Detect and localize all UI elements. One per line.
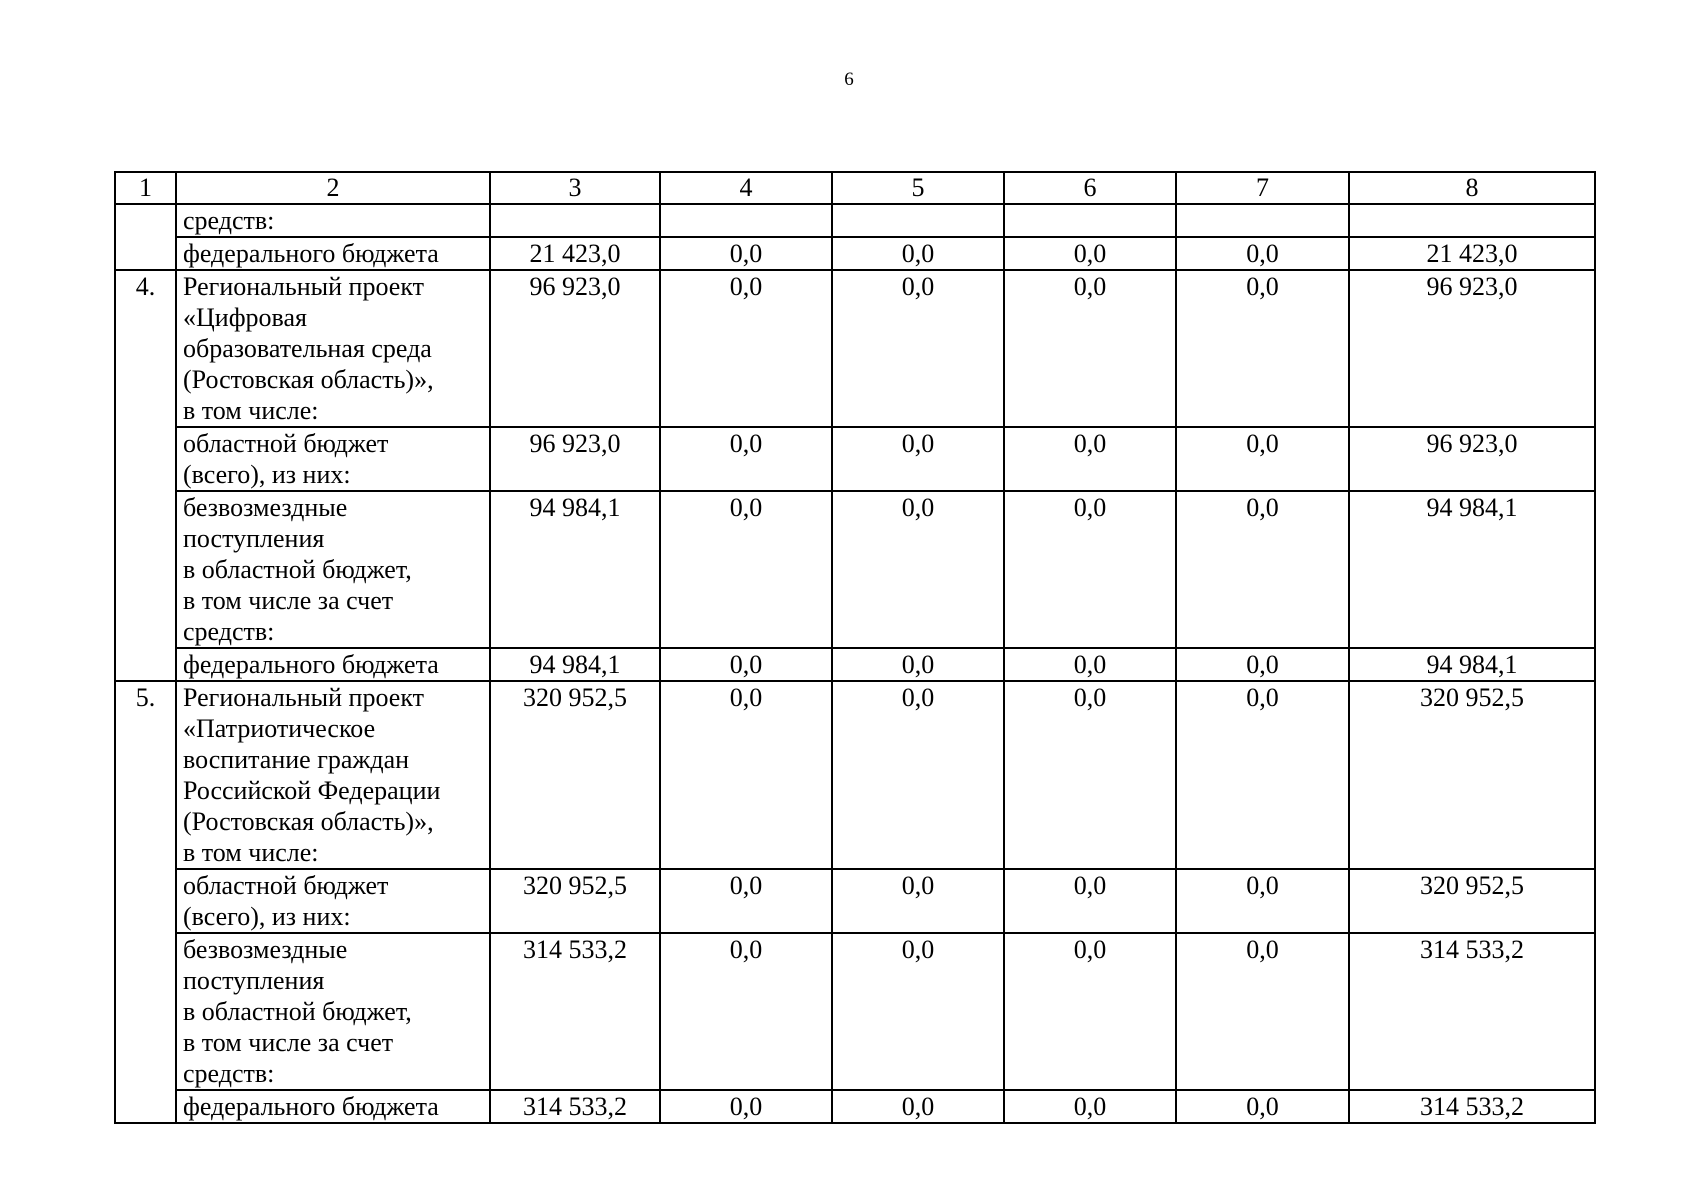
value-cell: 0,0 bbox=[660, 648, 832, 681]
value-cell: 96 923,0 bbox=[1349, 427, 1595, 491]
budget-table bbox=[114, 171, 1596, 1124]
table-header-row bbox=[115, 172, 1595, 204]
value-cell: 0,0 bbox=[1004, 270, 1176, 427]
table-row bbox=[115, 427, 1595, 491]
value-cell: 0,0 bbox=[1004, 648, 1176, 681]
value-cell: 96 923,0 bbox=[490, 427, 660, 491]
value-cell: 0,0 bbox=[1176, 491, 1349, 648]
value-cell: 94 984,1 bbox=[1349, 491, 1595, 648]
row-label-cell: Региональный проект «Цифровая образовательная среда (Ростовская область)», в том числе: bbox=[176, 270, 490, 427]
value-cell bbox=[1004, 204, 1176, 237]
value-cell: 0,0 bbox=[832, 270, 1004, 427]
row-label-cell: средств: bbox=[176, 204, 490, 237]
row-number-cell: 4. bbox=[115, 270, 176, 681]
value-cell bbox=[660, 204, 832, 237]
value-cell: 0,0 bbox=[1004, 237, 1176, 270]
page-number: 6 bbox=[844, 69, 854, 90]
value-cell: 0,0 bbox=[1176, 237, 1349, 270]
row-label-cell: безвозмездные поступления в областной бюджет, в том числе за счет средств: bbox=[176, 491, 490, 648]
header-cell: 6 bbox=[1004, 172, 1176, 204]
value-cell: 0,0 bbox=[1004, 933, 1176, 1090]
header-cell: 3 bbox=[490, 172, 660, 204]
value-cell: 320 952,5 bbox=[490, 869, 660, 933]
header-cell: 4 bbox=[660, 172, 832, 204]
table-row bbox=[115, 681, 1595, 869]
value-cell: 0,0 bbox=[1176, 648, 1349, 681]
value-cell: 0,0 bbox=[1176, 427, 1349, 491]
value-cell: 0,0 bbox=[1004, 869, 1176, 933]
value-cell: 0,0 bbox=[832, 681, 1004, 869]
row-label-cell: федерального бюджета bbox=[176, 1090, 490, 1123]
value-cell bbox=[832, 204, 1004, 237]
value-cell: 0,0 bbox=[832, 237, 1004, 270]
table-row bbox=[115, 270, 1595, 427]
value-cell: 0,0 bbox=[1176, 869, 1349, 933]
header-cell: 8 bbox=[1349, 172, 1595, 204]
value-cell: 96 923,0 bbox=[1349, 270, 1595, 427]
value-cell: 0,0 bbox=[832, 869, 1004, 933]
table-row bbox=[115, 869, 1595, 933]
value-cell: 0,0 bbox=[1176, 681, 1349, 869]
value-cell: 320 952,5 bbox=[1349, 869, 1595, 933]
value-cell: 0,0 bbox=[660, 270, 832, 427]
value-cell: 0,0 bbox=[660, 1090, 832, 1123]
value-cell: 94 984,1 bbox=[1349, 648, 1595, 681]
value-cell: 0,0 bbox=[832, 491, 1004, 648]
value-cell: 0,0 bbox=[832, 1090, 1004, 1123]
table-row bbox=[115, 237, 1595, 270]
table-row bbox=[115, 204, 1595, 237]
table-row bbox=[115, 491, 1595, 648]
value-cell: 96 923,0 bbox=[490, 270, 660, 427]
value-cell: 0,0 bbox=[1176, 270, 1349, 427]
value-cell: 320 952,5 bbox=[490, 681, 660, 869]
value-cell: 21 423,0 bbox=[1349, 237, 1595, 270]
header-cell: 1 bbox=[115, 172, 176, 204]
row-label-cell: федерального бюджета bbox=[176, 648, 490, 681]
value-cell: 0,0 bbox=[660, 491, 832, 648]
value-cell: 94 984,1 bbox=[490, 491, 660, 648]
value-cell: 314 533,2 bbox=[490, 1090, 660, 1123]
row-label-cell: областной бюджет (всего), из них: bbox=[176, 869, 490, 933]
value-cell: 0,0 bbox=[832, 933, 1004, 1090]
value-cell: 0,0 bbox=[1176, 933, 1349, 1090]
table-row bbox=[115, 1090, 1595, 1123]
value-cell: 0,0 bbox=[1004, 681, 1176, 869]
value-cell: 0,0 bbox=[1004, 491, 1176, 648]
header-cell: 7 bbox=[1176, 172, 1349, 204]
value-cell: 21 423,0 bbox=[490, 237, 660, 270]
value-cell: 0,0 bbox=[660, 427, 832, 491]
value-cell: 320 952,5 bbox=[1349, 681, 1595, 869]
value-cell: 0,0 bbox=[832, 648, 1004, 681]
value-cell: 314 533,2 bbox=[490, 933, 660, 1090]
value-cell bbox=[1349, 204, 1595, 237]
value-cell bbox=[490, 204, 660, 237]
value-cell: 314 533,2 bbox=[1349, 933, 1595, 1090]
value-cell: 0,0 bbox=[660, 237, 832, 270]
header-cell: 2 bbox=[176, 172, 490, 204]
row-number-cell bbox=[115, 204, 176, 270]
value-cell: 94 984,1 bbox=[490, 648, 660, 681]
value-cell: 0,0 bbox=[1176, 1090, 1349, 1123]
header-cell: 5 bbox=[832, 172, 1004, 204]
value-cell: 0,0 bbox=[660, 681, 832, 869]
value-cell: 0,0 bbox=[660, 869, 832, 933]
value-cell: 0,0 bbox=[660, 933, 832, 1090]
table-row bbox=[115, 648, 1595, 681]
value-cell: 0,0 bbox=[1004, 1090, 1176, 1123]
row-label-cell: областной бюджет (всего), из них: bbox=[176, 427, 490, 491]
value-cell: 0,0 bbox=[832, 427, 1004, 491]
row-label-cell: безвозмездные поступления в областной бюджет, в том числе за счет средств: bbox=[176, 933, 490, 1090]
row-label-cell: федерального бюджета bbox=[176, 237, 490, 270]
row-number-cell: 5. bbox=[115, 681, 176, 1123]
value-cell: 314 533,2 bbox=[1349, 1090, 1595, 1123]
row-label-cell: Региональный проект «Патриотическое воспитание граждан Российской Федерации (Ростовская область)», в том числе: bbox=[176, 681, 490, 869]
value-cell bbox=[1176, 204, 1349, 237]
value-cell: 0,0 bbox=[1004, 427, 1176, 491]
table-row bbox=[115, 933, 1595, 1090]
